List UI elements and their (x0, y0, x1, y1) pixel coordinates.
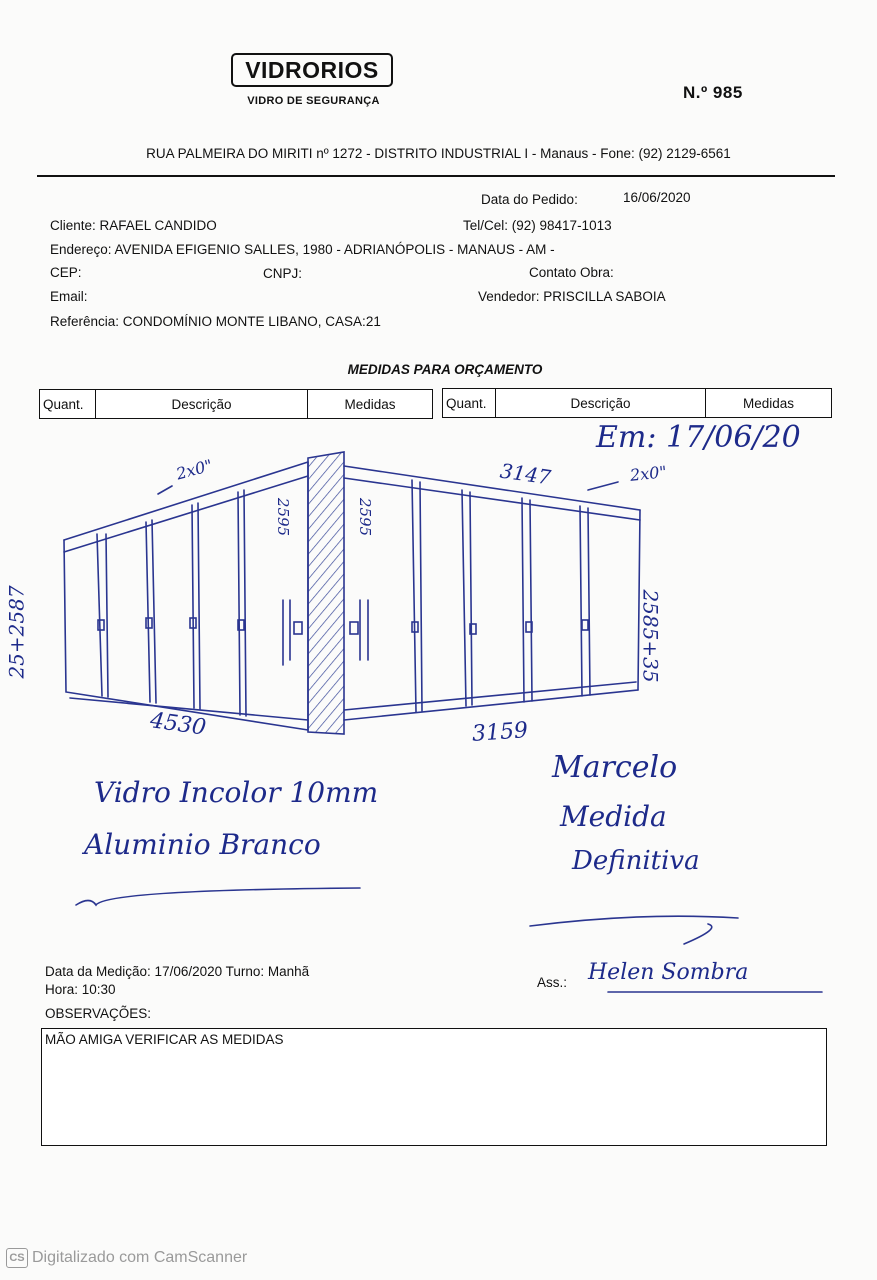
contact-field: Contato Obra: (529, 265, 614, 280)
measures-title: MEDIDAS PARA ORÇAMENTO (347, 362, 543, 377)
col-quantity: Quant. (40, 390, 96, 418)
company-address: RUA PALMEIRA DO MIRITI nº 1272 - DISTRITO INDUSTRIAL I - Manaus - Fone: (92) 2129-6561 (146, 146, 731, 161)
order-date-value: 16/06/2020 (623, 190, 691, 205)
col-measures: Medidas (742, 395, 795, 411)
observations-text: MÃO AMIGA VERIFICAR AS MEDIDAS (45, 1032, 284, 1047)
side-note-measure: Medida (560, 800, 667, 833)
note-glass-type: Vidro Incolor 10mm (94, 776, 379, 809)
camscanner-icon: CS (6, 1248, 28, 1268)
right-height: 2585+35 (638, 589, 663, 683)
order-date-label: Data do Pedido: (481, 192, 578, 207)
bottom-left-length: 4530 (148, 708, 208, 741)
email-field: Email: (50, 289, 88, 304)
signature: Helen Sombra (588, 960, 749, 985)
phone-field: Tel/Cel: (92) 98417-1013 (463, 218, 612, 233)
measurement-time: Hora: 10:30 (45, 982, 116, 997)
col-description: Descrição (496, 389, 706, 417)
left-top-rail-inner (64, 476, 308, 552)
left-height: 25+2587 (4, 585, 29, 679)
col-quantity: Quant. (443, 389, 496, 417)
col-measures: Medidas (344, 396, 396, 412)
bottom-right-length: 3159 (471, 718, 529, 747)
cnpj-field: CNPJ: (263, 266, 303, 281)
right-profile-dimension: 2x0" (629, 462, 668, 485)
side-note-definitive: Definitiva (572, 846, 700, 876)
camscanner-watermark (6, 1248, 247, 1268)
note-aluminium: Aluminio Branco (84, 828, 321, 861)
signature-label: Ass.: (537, 975, 568, 990)
observations-box (41, 1028, 827, 1146)
brand-name: VIDRORIOS (245, 56, 379, 83)
brand-tagline: VIDRO DE SEGURANÇA (247, 95, 380, 107)
side-note-name: Marcelo (552, 750, 678, 785)
order-number: N.º 985 (683, 83, 743, 102)
reference-field: Referência: CONDOMÍNIO MONTE LIBANO, CASA:21 (50, 314, 381, 329)
seller-field: Vendedor: PRISCILLA SABOIA (478, 289, 666, 304)
measurement-date-note: Em: 17/06/20 (596, 420, 801, 455)
col-description: Descrição (96, 390, 308, 418)
client-field: Cliente: RAFAEL CANDIDO (50, 218, 217, 233)
cep-field: CEP: (50, 265, 82, 280)
right-top-length: 3147 (498, 458, 553, 490)
observations-label: OBSERVAÇÕES: (45, 1006, 152, 1021)
inner-left-height: 2595 (274, 497, 293, 537)
measurement-date: Data da Medição: 17/06/2020 Turno: Manhã (45, 964, 310, 979)
camscanner-text: Digitalizado com CamScanner (32, 1249, 248, 1266)
address-field: Endereço: AVENIDA EFIGENIO SALLES, 1980 - ADRIANÓPOLIS - MANAUS - AM - (50, 242, 555, 257)
left-profile-dimension: 2x0" (174, 455, 215, 484)
inner-right-height: 2595 (356, 497, 375, 537)
